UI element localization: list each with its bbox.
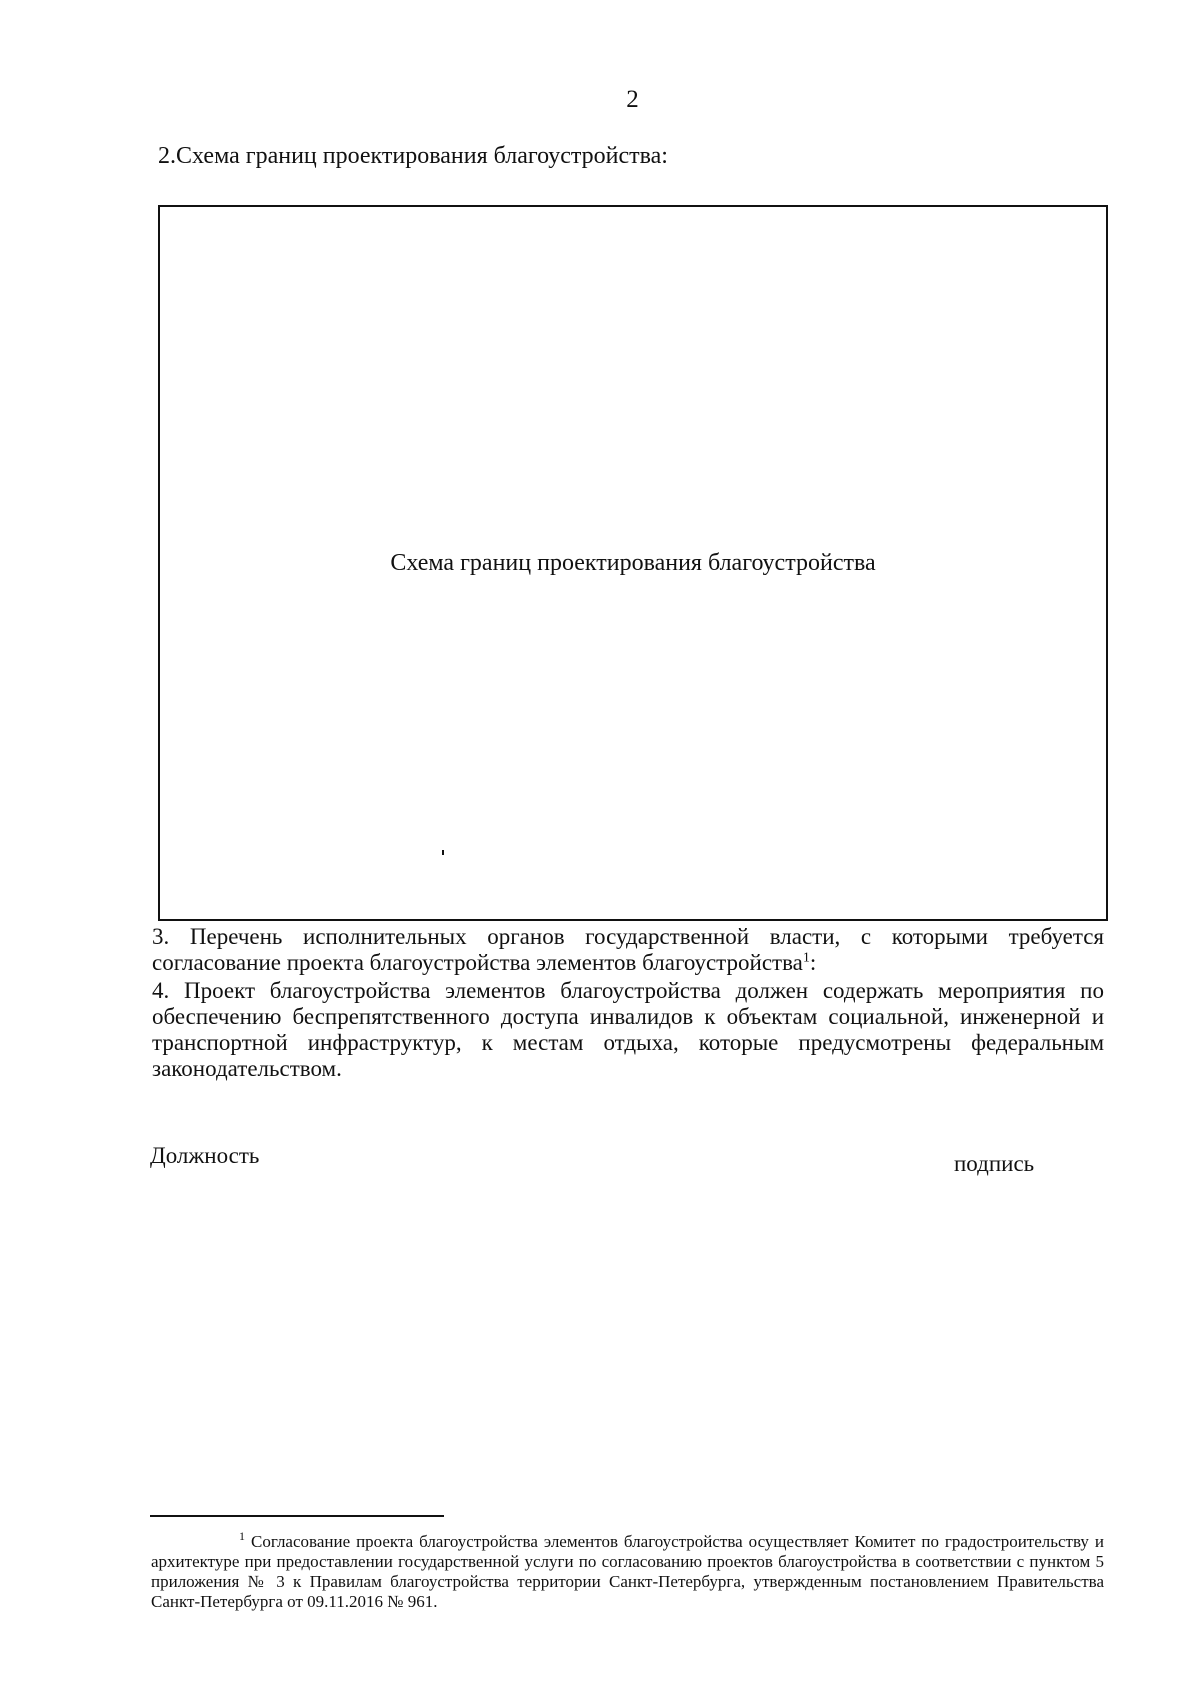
section-4-paragraph: 4. Проект благоустройства элементов благоустройства должен содержать мероприятия по обеспечению беспрепятственного доступа инвалидов к объектам социальной, инженерной и транспортной инфраструктур, к местам отдыха, которые предусмотрены федеральным законодательством.	[152, 978, 1104, 1081]
footnote-text: Согласование проекта благоустройства элементов благоустройства осуществляет Комитет по градостроительству и архитектуре при предоставлении государственной услуги по согласованию проектов благоустройства в соответствии с пунктом 5 приложения № 3 к Правилам благоустройства территории Санкт-Петербурга, утвержденным постановлением Правительства Санкт-Петербурга от 09.11.2016 № 961.	[151, 1532, 1104, 1611]
page-number: 2	[626, 86, 639, 113]
scheme-boundary-box	[158, 205, 1108, 921]
footnote-reference[interactable]: 1	[802, 950, 810, 966]
footnote-divider	[150, 1515, 444, 1517]
scheme-box-mark	[442, 850, 444, 855]
section-3-text: 3. Перечень исполнительных органов государственной власти, с которыми требуется согласование проекта благоустройства элементов благоустройства	[152, 924, 1104, 975]
section-3-paragraph	[152, 924, 1104, 976]
position-label: Должность	[150, 1143, 260, 1168]
footnote-mark: 1	[239, 1529, 245, 1544]
footnote	[151, 1529, 1104, 1612]
section-2-heading: 2.Схема границ проектирования благоустройства:	[158, 143, 668, 169]
signature-label: подпись	[954, 1151, 1035, 1176]
scheme-box-label: Схема границ проектирования благоустройства	[390, 550, 876, 576]
section-3-tail: :	[809, 950, 817, 975]
